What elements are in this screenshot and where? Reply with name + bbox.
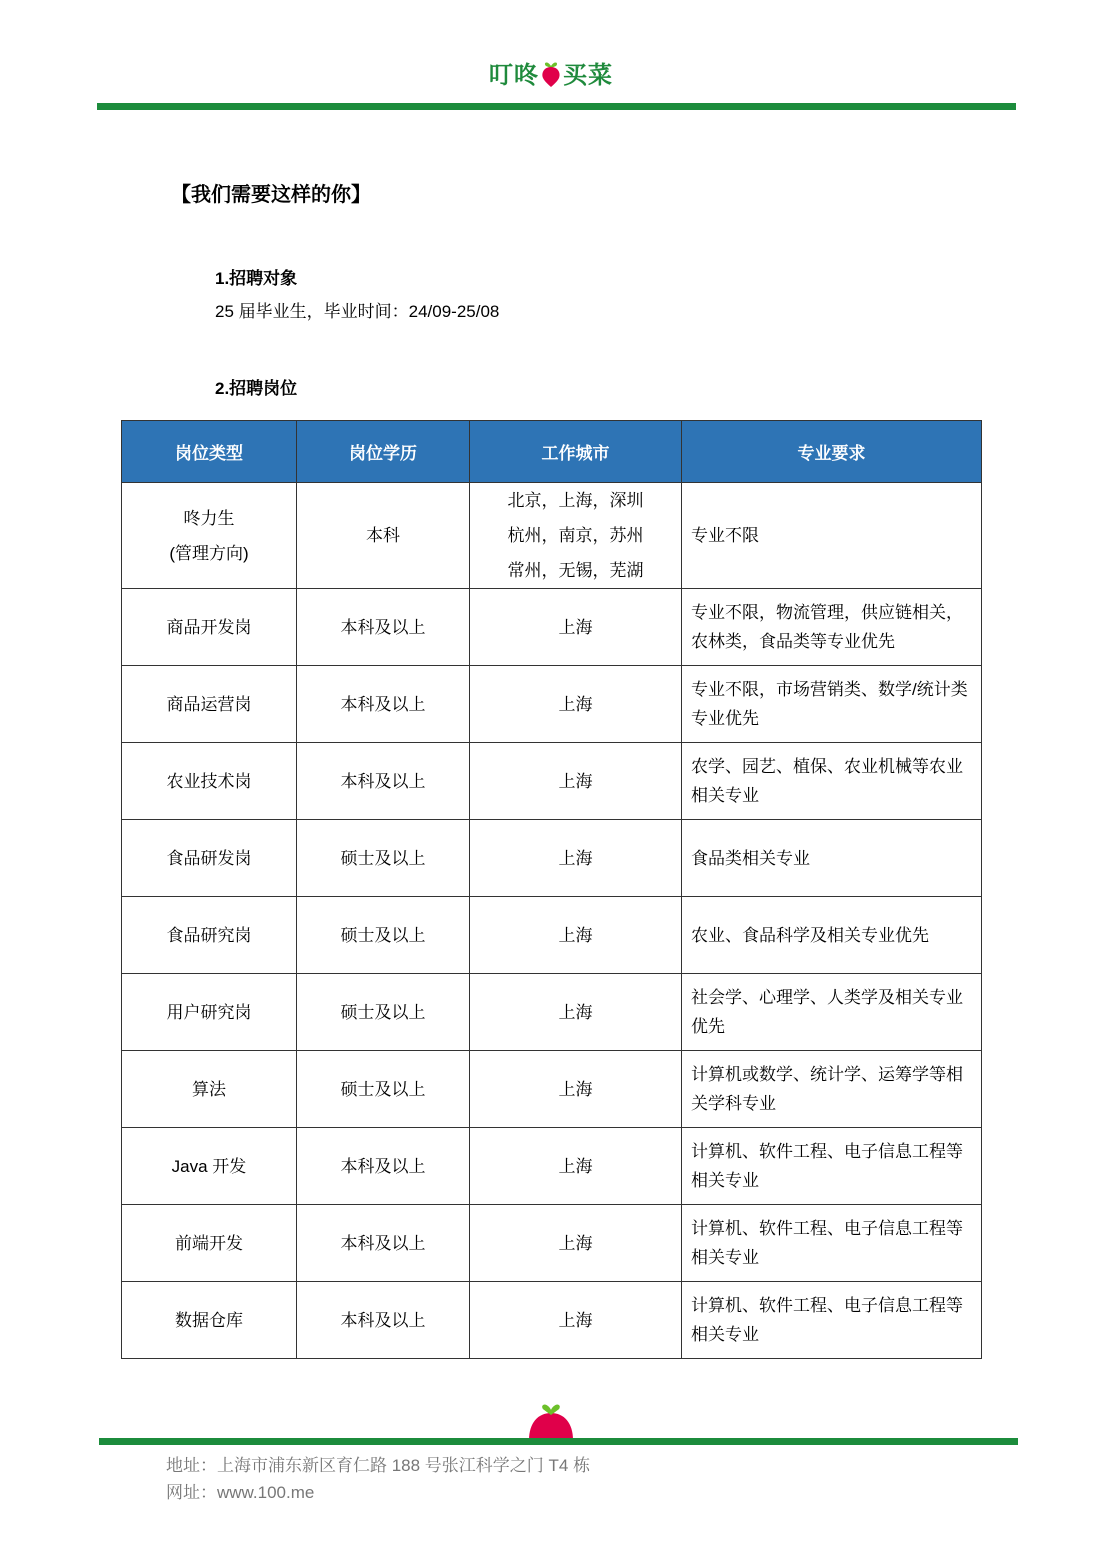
table-row bbox=[122, 743, 982, 820]
header-divider bbox=[97, 103, 1016, 110]
cell-major: 农学、园艺、植保、农业机械等农业相关专业 bbox=[682, 743, 982, 820]
table-row bbox=[122, 483, 982, 589]
cell-major: 计算机、软件工程、电子信息工程等相关专业 bbox=[682, 1205, 982, 1282]
cell-city: 上海 bbox=[470, 666, 682, 743]
table-row bbox=[122, 974, 982, 1051]
radish-icon bbox=[540, 57, 562, 87]
cell-major: 计算机、软件工程、电子信息工程等相关专业 bbox=[682, 1128, 982, 1205]
table-row bbox=[122, 1128, 982, 1205]
logo-text-right: 买菜 bbox=[563, 61, 613, 89]
cell-major: 计算机或数学、统计学、运筹学等相关学科专业 bbox=[682, 1051, 982, 1128]
cell-major: 专业不限，物流管理，供应链相关，农林类，食品类等专业优先 bbox=[682, 589, 982, 666]
cell-city: 上海 bbox=[470, 743, 682, 820]
cell-type: 食品研发岗 bbox=[122, 820, 297, 897]
cell-type: Java 开发 bbox=[122, 1128, 297, 1205]
cell-education: 硕士及以上 bbox=[297, 1051, 470, 1128]
table-row bbox=[122, 897, 982, 974]
cell-city: 上海 bbox=[470, 589, 682, 666]
cell-type-main: 咚力生 bbox=[183, 508, 235, 528]
cell-type-sub: (管理方向) bbox=[169, 543, 249, 563]
footer-divider bbox=[99, 1438, 1018, 1445]
cell-city: 上海 bbox=[470, 1051, 682, 1128]
table-row bbox=[122, 666, 982, 743]
cell-type: 用户研究岗 bbox=[122, 974, 297, 1051]
cell-major: 农业、食品科学及相关专业优先 bbox=[682, 897, 982, 974]
cell-type: 数据仓库 bbox=[122, 1282, 297, 1359]
logo-text-left: 叮咚 bbox=[489, 61, 539, 89]
section-title: 【我们需要这样的你】 bbox=[171, 184, 371, 206]
cell-type: 食品研究岗 bbox=[122, 897, 297, 974]
cell-type bbox=[122, 483, 297, 589]
column-header-education: 岗位学历 bbox=[297, 421, 470, 483]
positions-table bbox=[121, 420, 982, 1359]
cell-city bbox=[470, 483, 682, 589]
cell-education: 硕士及以上 bbox=[297, 897, 470, 974]
cell-education: 本科及以上 bbox=[297, 1128, 470, 1205]
cell-education: 本科 bbox=[297, 483, 470, 589]
table-row bbox=[122, 1205, 982, 1282]
cell-major: 计算机、软件工程、电子信息工程等相关专业 bbox=[682, 1282, 982, 1359]
target-heading: 1.招聘对象 bbox=[215, 269, 298, 288]
footer-address: 地址：上海市浦东新区育仁路 188 号张江科学之门 T4 栋 bbox=[166, 1456, 591, 1475]
target-text: 25 届毕业生，毕业时间：24/09-25/08 bbox=[215, 302, 500, 321]
cell-type: 前端开发 bbox=[122, 1205, 297, 1282]
brand-logo bbox=[0, 52, 1102, 92]
column-header-city: 工作城市 bbox=[470, 421, 682, 483]
cell-education: 本科及以上 bbox=[297, 743, 470, 820]
cell-education: 本科及以上 bbox=[297, 1282, 470, 1359]
table-row bbox=[122, 1282, 982, 1359]
column-header-major: 专业要求 bbox=[682, 421, 982, 483]
cell-type: 算法 bbox=[122, 1051, 297, 1128]
cell-type: 商品开发岗 bbox=[122, 589, 297, 666]
cell-city-line: 北京，上海，深圳 bbox=[507, 491, 644, 510]
cell-major: 专业不限，市场营销类、数学/统计类专业优先 bbox=[682, 666, 982, 743]
positions-heading: 2.招聘岗位 bbox=[215, 379, 298, 398]
cell-type: 农业技术岗 bbox=[122, 743, 297, 820]
cell-city: 上海 bbox=[470, 1128, 682, 1205]
cell-education: 本科及以上 bbox=[297, 1205, 470, 1282]
column-header-type: 岗位类型 bbox=[122, 421, 297, 483]
table-header-row bbox=[122, 421, 982, 483]
radish-icon bbox=[527, 1398, 575, 1440]
cell-major: 食品类相关专业 bbox=[682, 820, 982, 897]
cell-city: 上海 bbox=[470, 974, 682, 1051]
cell-major: 社会学、心理学、人类学及相关专业优先 bbox=[682, 974, 982, 1051]
cell-education: 本科及以上 bbox=[297, 589, 470, 666]
table-row bbox=[122, 1051, 982, 1128]
cell-education: 本科及以上 bbox=[297, 666, 470, 743]
table-row bbox=[122, 589, 982, 666]
cell-education: 硕士及以上 bbox=[297, 974, 470, 1051]
cell-city: 上海 bbox=[470, 820, 682, 897]
cell-city-line: 常州，无锡，芜湖 bbox=[507, 561, 644, 580]
cell-city: 上海 bbox=[470, 1205, 682, 1282]
cell-major: 专业不限 bbox=[682, 483, 982, 589]
cell-education: 硕士及以上 bbox=[297, 820, 470, 897]
cell-city-line: 杭州，南京，苏州 bbox=[507, 526, 644, 545]
cell-type: 商品运营岗 bbox=[122, 666, 297, 743]
cell-city: 上海 bbox=[470, 897, 682, 974]
cell-city: 上海 bbox=[470, 1282, 682, 1359]
table-row bbox=[122, 820, 982, 897]
footer-website: 网址：www.100.me bbox=[166, 1483, 315, 1502]
